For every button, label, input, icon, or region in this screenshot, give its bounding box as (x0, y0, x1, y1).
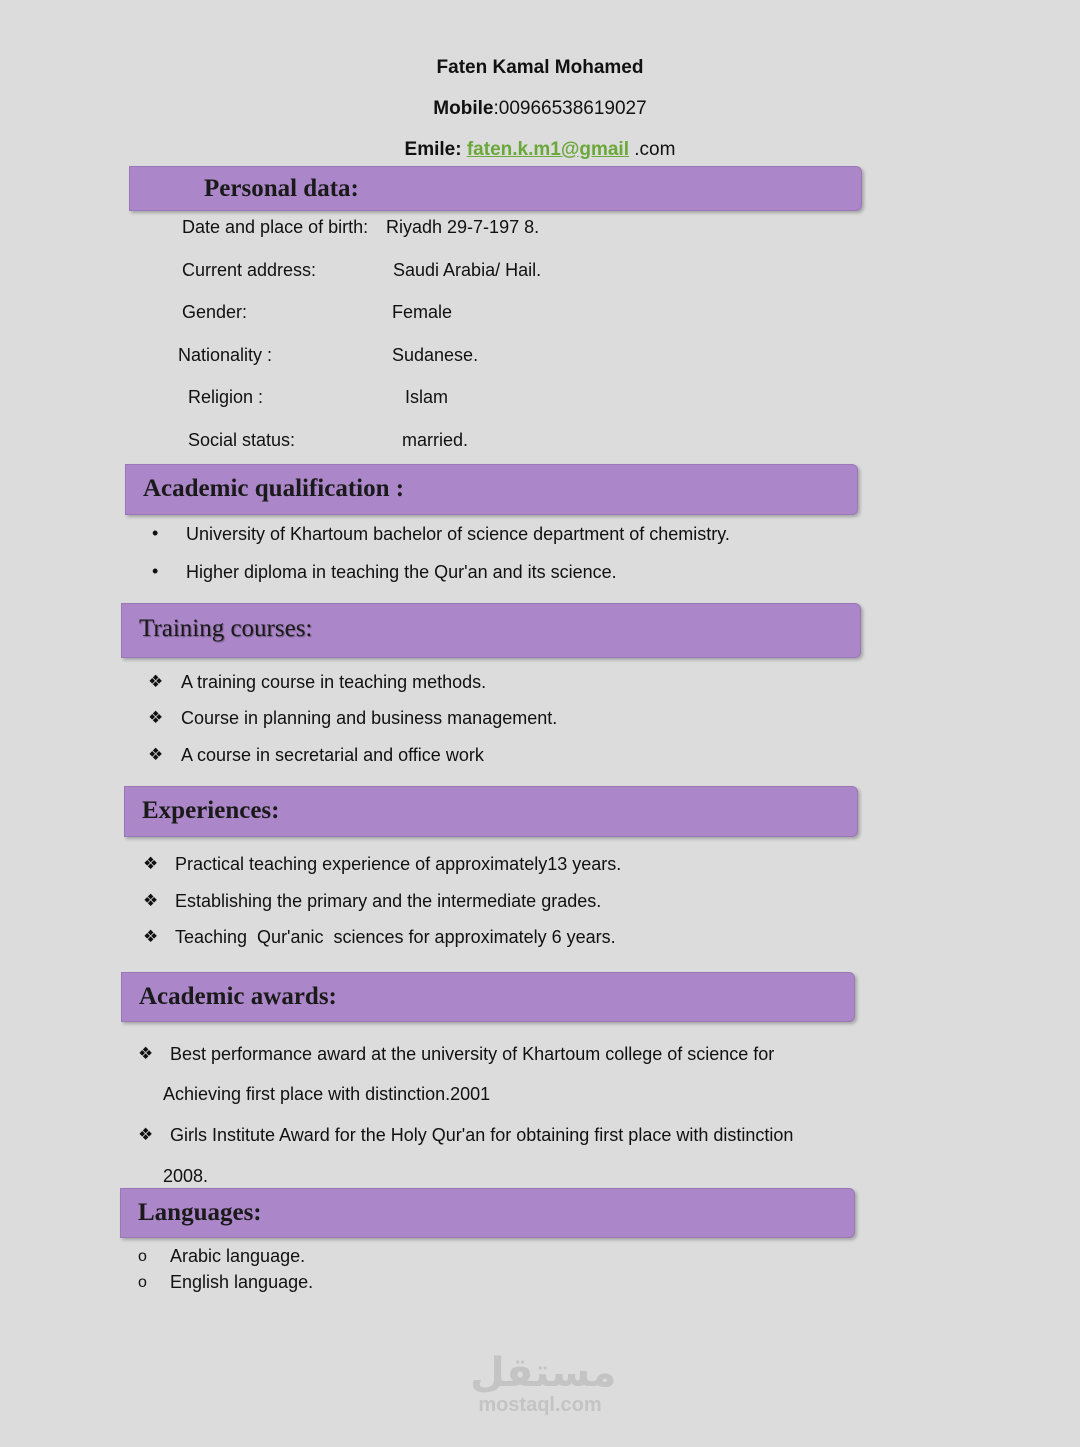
award-item-line2: 2008. (163, 1166, 209, 1186)
mostaql-watermark (470, 1351, 617, 1416)
candidate-name: Faten Kamal Mohamed (436, 57, 644, 78)
personal-label: Current address: (182, 260, 317, 280)
personal-value: Sudanese. (392, 345, 479, 365)
diamond-bullet-icon: ❖ (143, 927, 159, 946)
experiences-title: Experiences: (142, 797, 280, 824)
award-item-line2: Achieving first place with distinction.2001 (163, 1084, 491, 1104)
personal-label: Social status: (188, 430, 296, 450)
diamond-bullet-icon: ❖ (148, 745, 164, 764)
personal-label: Nationality : (178, 345, 273, 365)
personal-label: Date and place of birth: (182, 217, 369, 237)
experience-item: Practical teaching experience of approximately13 years. (175, 854, 622, 874)
award-item-line1: Girls Institute Award for the Holy Qur'an for obtaining first place with distinction (170, 1125, 794, 1145)
awards-title: Academic awards: (139, 983, 337, 1010)
language-item: Arabic language. (170, 1246, 306, 1266)
personal-value: Saudi Arabia/ Hail. (393, 260, 542, 280)
academic-item: University of Khartoum bachelor of science department of chemistry. (186, 524, 730, 544)
academic-item: Higher diploma in teaching the Qur'an and its science. (186, 562, 617, 582)
language-item: English language. (170, 1272, 314, 1292)
diamond-bullet-icon: ❖ (143, 891, 159, 910)
email-line (0, 139, 1080, 161)
training-item: Course in planning and business management. (181, 708, 558, 728)
diamond-bullet-icon: ❖ (148, 708, 164, 727)
experience-item: Establishing the primary and the intermediate grades. (175, 891, 602, 911)
personal-label: Religion : (188, 387, 264, 407)
bullet-dot-icon: • (152, 561, 159, 581)
award-item-line1: Best performance award at the university of Khartoum college of science for (170, 1044, 775, 1064)
training-item: A course in secretarial and office work (181, 745, 484, 765)
personal-value: married. (402, 430, 469, 450)
watermark-arabic: مستقل (470, 1351, 617, 1395)
training-title: Training courses: (139, 615, 313, 642)
watermark-latin: mostaql.com (478, 1394, 602, 1416)
personal-label: Gender: (182, 302, 248, 322)
circle-bullet-icon: o (138, 1248, 147, 1265)
diamond-bullet-icon: ❖ (143, 854, 159, 873)
email-suffix: .com (634, 139, 676, 160)
diamond-bullet-icon: ❖ (138, 1044, 154, 1063)
circle-bullet-icon: o (138, 1274, 147, 1291)
email-link[interactable]: faten.k.m1@gmail (466, 139, 629, 160)
personal-value: Female (392, 302, 453, 322)
diamond-bullet-icon: ❖ (148, 672, 164, 691)
experience-item: Teaching Qur'anic sciences for approximately 6 years. (175, 927, 616, 947)
diamond-bullet-icon: ❖ (138, 1125, 154, 1144)
personal-data-title: Personal data: (204, 175, 359, 202)
bullet-dot-icon: • (152, 523, 159, 543)
personal-value: Islam (405, 387, 449, 407)
email-label: Emile: (404, 139, 462, 160)
training-item: A training course in teaching methods. (181, 672, 487, 692)
academic-title: Academic qualification : (143, 475, 405, 502)
mobile-line (0, 98, 1080, 120)
languages-title: Languages: (138, 1199, 262, 1226)
personal-value: Riyadh 29-7-197 8. (386, 217, 540, 237)
mobile-value: :00966538619027 (493, 98, 647, 119)
mobile-label: Mobile (433, 98, 494, 119)
